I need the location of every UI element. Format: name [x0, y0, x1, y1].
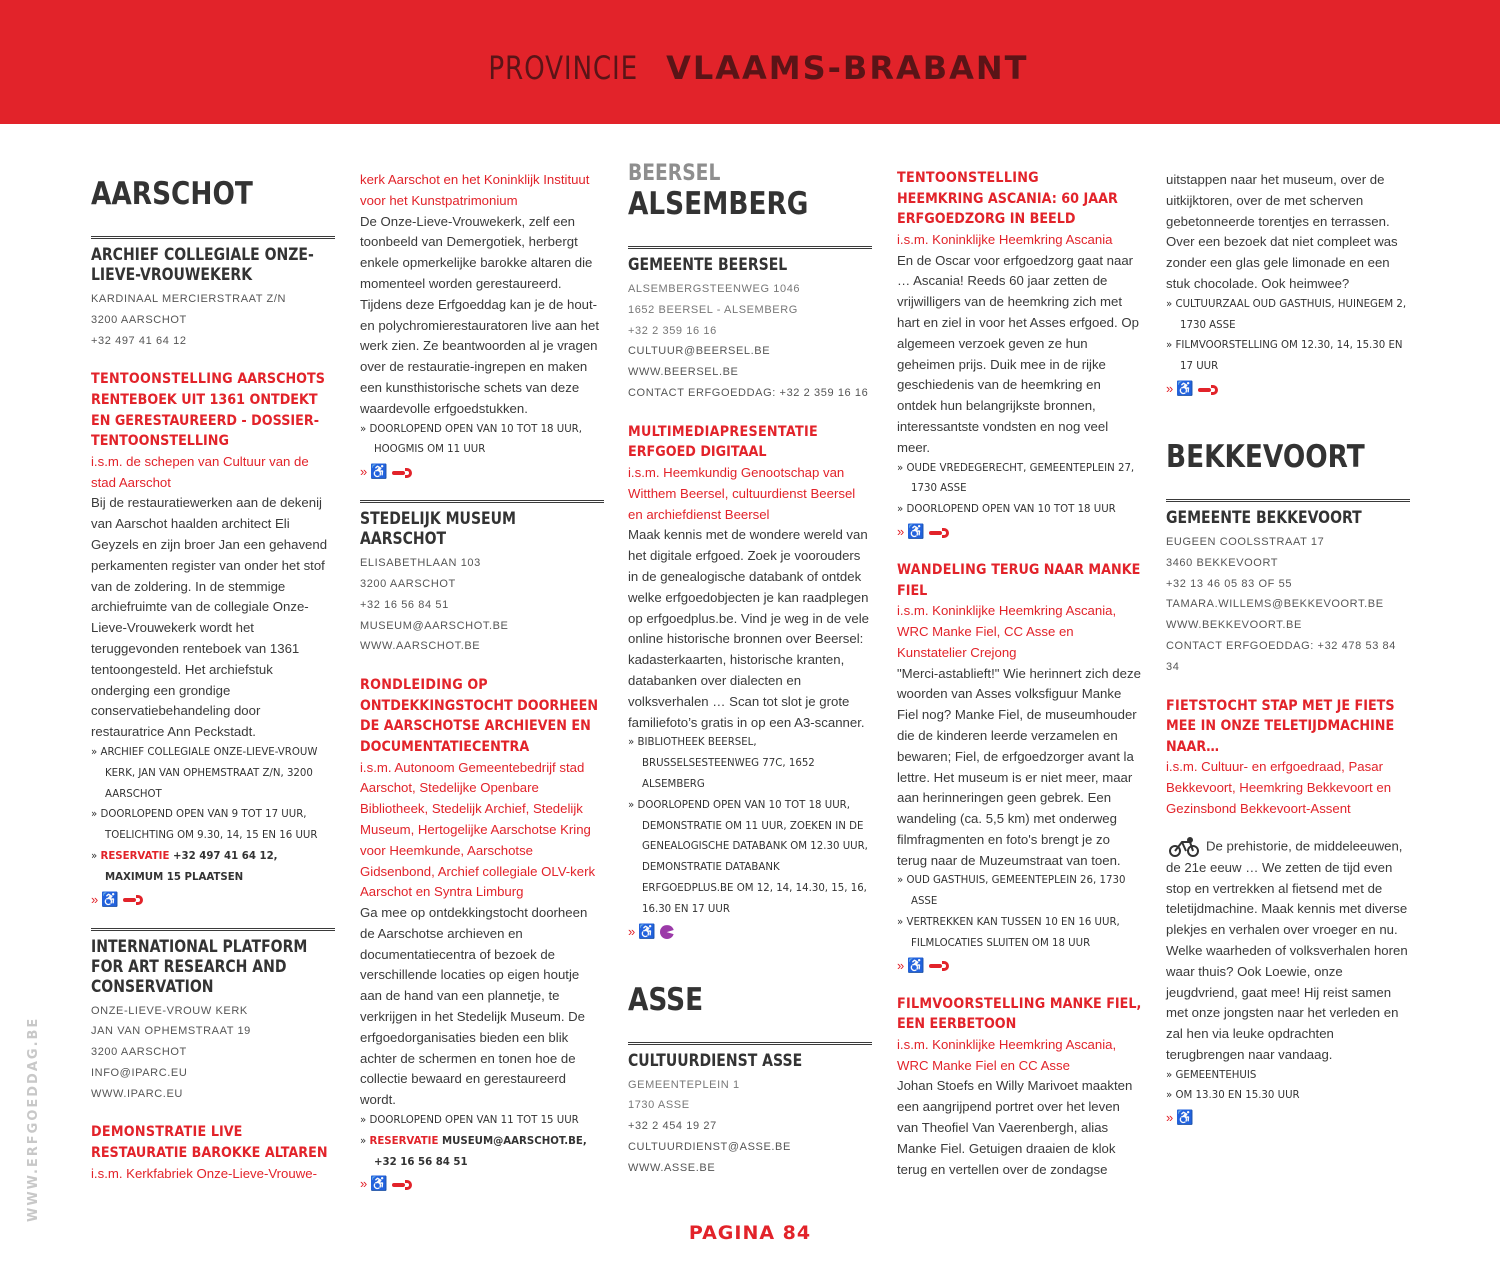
org-name: INTERNATIONAL PLATFORM FOR ART RESEARCH AND CONSERVATION — [91, 936, 308, 996]
website-line: WWW.IPARC.EU — [91, 1087, 183, 1100]
bullet-marker: » — [360, 1115, 367, 1127]
website-line: WWW.AARSCHOT.BE — [360, 640, 481, 653]
wheelchair-icon: ♿ — [101, 890, 119, 907]
event-block — [91, 1122, 335, 1184]
event-title — [897, 560, 1142, 601]
event-partner: i.s.m. Koninklijke Heemkring Ascania, WRC Manke Fiel, CC Asse en Kunstatelier Crejong — [897, 603, 1117, 660]
email-line: CULTUURDIENST@ASSE.BE — [628, 1140, 791, 1153]
website-side-text: WWW.ERFGOEDDAG.BE — [26, 1016, 41, 1222]
title-region: VLAAMS-BRABANT — [666, 49, 1029, 87]
province-banner — [0, 0, 1500, 124]
event-partner: i.s.m. Heemkundig Genootschap van Witthem Beersel, cultuurdienst Beersel en archiefdienst Beersel — [628, 464, 856, 522]
event-description: Maak kennis met de wondere wereld van het digitale erfgoed. Zoek je voorouders in de genealogische databank of ontdek welke erfgoedobjecten je kan raadplegen op erfgoedplus.be. Vind je weg in de vele online historische bronnen over Beersel: kadasterkaarten, historische kranten, databanken over dialecten en volksverhalen … Scan tot slot je grote familiefoto’s gratis in op een A3-scanner. — [628, 527, 869, 730]
email-line: INFO@IPARC.EU — [91, 1066, 188, 1079]
bullet-marker: » — [897, 917, 904, 929]
bullet-text: DOORLOPEND OPEN VAN 10 TOT 18 UUR — [906, 504, 1116, 516]
event-hours — [1166, 336, 1410, 378]
event-hours — [1166, 1086, 1410, 1107]
address-line: ALSEMBERGSTEENWEG 1046 — [628, 283, 801, 295]
bullet-text: VERTREKKEN KAN TUSSEN 10 EN 16 UUR, FILMLOCATIES SLUITEN OM 18 UUR — [906, 917, 1120, 949]
event-description: De Onze-Lieve-Vrouwekerk, zelf een toonbeeld van Demergotiek, herbergt enkele opmerkelijke barokke altaren die momenteel worden gerestaureerd. Tijdens deze Erfgoeddag kan je de hout- en polychromierestauratoren live aan het werk zien. Ze beantwoorden al je vragen over de restauratie-ingrepen en maken een kunsthistorische schets van deze waardevolle erfgoedstukken. — [360, 213, 599, 416]
title-province: PROVINCIE — [487, 49, 638, 87]
bullet-text: DOORLOPEND OPEN VAN 10 TOT 18 UUR, DEMONSTRATIE OM 11 UUR, ZOEKEN IN DE GENEALOGISCHE DATABANK OM 12.30 UUR, DEMONSTRATIE DATABANK ERFGOEDPLUS.BE OM 12, 14, 14.30, 15, 16, 16.30 EN 17 UUR — [637, 799, 868, 915]
event-icons — [91, 889, 335, 910]
bullet-marker: » — [628, 923, 636, 939]
event-reservation — [91, 847, 335, 889]
event-description: Johan Stoefs en Willy Marivoet maakten een aangrijpend portret over het leven van Theofiel Van Vaerenbergh, alias Manke Fiel. Getuigen draaien de klok terug en vertellen over de zondagse — [897, 1078, 1133, 1177]
address-line: GEMEENTEPLEIN 1 — [628, 1078, 740, 1091]
address-line: ELISABETHLAAN 103 — [360, 557, 481, 570]
bullet-marker: » — [91, 746, 98, 758]
address-line: ONZE-LIEVE-VROUW KERK — [91, 1004, 248, 1017]
event-location — [897, 459, 1141, 501]
event-title — [91, 369, 336, 451]
event-title — [897, 168, 1142, 230]
city-heading: ALSEMBERG — [628, 186, 809, 222]
event-kind: RONDLEIDING — [360, 677, 463, 694]
event-icons — [628, 921, 872, 942]
bullet-text: OUDE VREDEGERECHT, GEMEENTEPLEIN 27, 1730 ASSE — [906, 462, 1135, 495]
column-4 — [897, 168, 1141, 1180]
event-kind: TENTOONSTELLING — [91, 371, 233, 388]
bullet-marker: » — [360, 1176, 368, 1192]
phone-line: +32 2 454 19 27 — [628, 1120, 717, 1133]
event-title-text: LIVE RESTAURATIE BAROKKE ALTAREN — [91, 1124, 328, 1162]
email-line: MUSEUM@AARSCHOT.BE — [360, 619, 509, 632]
event-hours — [360, 1111, 604, 1132]
bullet-marker: » — [1166, 380, 1174, 396]
event-partner: kerk Aarschot en het Koninklijk Instituut voor het Kunstpatrimonium — [360, 172, 590, 208]
event-partner: i.s.m. Koninklijke Heemkring Ascania — [897, 231, 1113, 247]
bullet-marker: » — [91, 891, 99, 907]
wheelchair-icon: ♿ — [1176, 1109, 1194, 1126]
event-description: En de Oscar voor erfgoedzorg gaat naar … Ascania! Reeds 60 jaar zetten de vrijwilligers van de heemkring zich met hart en ziel in voor het Asses erfgoed. Op algemeen verzoek geven ze hun geheimen prijs. Duik mee in de rijke geschiedenis van de heemkring en ontdek hun belangrijkste bronnen, interessantste vondsten en nog veel meer. — [897, 252, 1139, 455]
event-title — [628, 422, 873, 463]
website-line: WWW.ASSE.BE — [628, 1161, 716, 1174]
city-heading: ASSE — [628, 981, 704, 1018]
address-line: 3200 AARSCHOT — [360, 577, 456, 590]
bullet-marker: » — [897, 462, 904, 474]
bullet-marker: » — [628, 737, 635, 749]
event-kind: FIETSTOCHT — [1166, 697, 1258, 714]
event-block — [628, 422, 872, 942]
address-line: 1730 ASSE — [628, 1099, 690, 1112]
event-block — [897, 994, 1141, 1181]
event-block — [360, 675, 604, 1194]
bullet-marker: » — [897, 523, 905, 539]
event-partner: i.s.m. Koninklijke Heemkring Ascania, WRC Manke Fiel en CC Asse — [897, 1036, 1117, 1073]
website-line: WWW.BEERSEL.BE — [628, 366, 739, 379]
bullet-marker: » — [91, 809, 98, 821]
address-line: 3460 BEKKEVOORT — [1166, 556, 1279, 569]
bullet-marker: » — [1166, 1069, 1173, 1081]
page-title — [472, 37, 1029, 87]
bike-icon — [1166, 836, 1202, 858]
reservation-label: RESERVATIE — [100, 850, 170, 862]
org-block — [628, 246, 872, 404]
bullet-text: DOORLOPEND OPEN VAN 11 TOT 15 UUR — [369, 1115, 579, 1127]
bullet-text: CULTUURZAAL OUD GASTHUIS, HUINEGEM 2, 1730 ASSE — [1175, 298, 1407, 331]
tool-icon — [392, 469, 412, 477]
bullet-marker: » — [360, 464, 368, 480]
event-title-text: ERFGOED DIGITAAL — [628, 444, 767, 461]
event-kind: MULTIMEDIAPRESENTATIE — [628, 423, 818, 440]
event-description — [1166, 836, 1410, 1066]
bullet-text: OUD GASTHUIS, GEMEENTEPLEIN 26, 1730 ASSE — [906, 875, 1126, 908]
bullet-marker: » — [360, 1135, 367, 1147]
website-line: WWW.BEKKEVOORT.BE — [1166, 619, 1302, 632]
org-name: STEDELIJK MUSEUM AARSCHOT — [360, 509, 516, 549]
event-title — [897, 994, 1142, 1035]
bullet-text: ARCHIEF COLLEGIALE ONZE-LIEVE-VROUW KERK, JAN VAN OPHEMSTRAAT Z/N, 3200 AARSCHOT — [100, 746, 318, 800]
event-icons — [897, 521, 1141, 542]
event-description: Ga mee op ontdekkingstocht doorheen de Aarschotse archieven en documentatiecentra of bezoek de verschillende locaties op eigen houtje aan de hand van een plannetje, te verkrijgen in het Stedelijk Museum. De erfgoedorganisaties bieden een blik achter de schermen en tonen hoe de collectie bewaard en gerestaureerd wordt. — [360, 905, 588, 1108]
event-description: uitstappen naar het museum, over de uitkijktoren, over de met scherven gebetonneerde torentjes en terrassen. Over een bezoek dat niet compleet was zonder een glas gele limonade en een stuk chocolade. Ook heimwee? — [1166, 172, 1398, 291]
event-location — [628, 733, 872, 795]
event-title — [1166, 696, 1411, 758]
event-title-text: TERUG NAAR MANKE FIEL — [897, 561, 1141, 599]
event-location — [1166, 295, 1410, 337]
bullet-marker: » — [360, 423, 367, 435]
wheelchair-icon: ♿ — [907, 522, 925, 539]
event-title-text: HEEMKRING ASCANIA: 60 JAAR ERFGOEDZORG IN BEELD — [897, 190, 1118, 228]
municipality-heading: BEERSEL — [628, 161, 721, 186]
event-icons — [1166, 1107, 1410, 1128]
tool-icon — [929, 529, 949, 537]
event-title — [91, 1122, 336, 1163]
description-text: De prehistorie, de middeleeuwen, de 21e eeuw … We zetten de tijd even stop en vertrekken al fietsend met de teletijdmachine. Maak kennis met diverse plekjes en verhalen over vroeger en nu. Welke waarheden of volksverhalen horen waar thuis? Ook Loewie, onze jeugdvriend, gaat mee! Hij reist samen met onze jongsten naar het verleden en zal hen via leuke opdrachten terugbrengen naar vandaag. — [1166, 838, 1408, 1062]
address-line: JAN VAN OPHEMSTRAAT 19 — [91, 1025, 251, 1038]
org-name: ARCHIEF COLLEGIALE ONZE-LIEVE-VROUWEKERK — [91, 245, 314, 284]
event-location — [1166, 1066, 1410, 1087]
bullet-marker: » — [897, 957, 905, 973]
event-kind: TENTOONSTELLING — [897, 170, 1039, 186]
bullet-text: DOORLOPEND OPEN VAN 10 TOT 18 UUR, HOOGMIS OM 11 UUR — [369, 423, 582, 456]
contact-line: CONTACT ERFGOEDDAG: +32 478 53 84 34 — [1166, 639, 1396, 673]
event-title — [360, 675, 605, 757]
tool-icon — [123, 896, 143, 904]
column-1 — [91, 168, 335, 1184]
address-line: 3200 AARSCHOT — [91, 1046, 187, 1059]
bullet-marker: » — [1166, 1110, 1174, 1126]
event-hours — [897, 500, 1141, 521]
event-hours — [360, 420, 604, 462]
event-icons — [360, 1173, 604, 1194]
phone-line: +32 497 41 64 12 — [91, 334, 187, 347]
bullet-marker: » — [91, 850, 98, 862]
bullet-text: BIBLIOTHEEK BEERSEL, BRUSSELSESTEENWEG 77C, 1652 ALSEMBERG — [637, 737, 815, 790]
event-icons — [360, 461, 604, 482]
bullet-text: FILMVOORSTELLING OM 12.30, 14, 15.30 EN 17 UUR — [1175, 340, 1403, 373]
phone-line: +32 16 56 84 51 — [360, 598, 449, 611]
bullet-text: OM 13.30 EN 15.30 UUR — [1175, 1090, 1300, 1102]
city-heading: AARSCHOT — [91, 176, 253, 212]
city-heading: BEKKEVOORT — [1166, 438, 1365, 475]
event-icons — [1166, 378, 1410, 399]
event-description: "Merci-astablieft!" Wie herinnert zich deze woorden van Asses volksfiguur Manke Fiel nog? Manke Fiel, de museumhouder die de kinderen leerde verzamelen en bewaren; Fiel, de erfgoedzorger avant la lettre. Het museum is er niet meer, maar aan herinneringen geen gebrek. Een wandeling (ca. 5,5 km) met onderweg filmfragmenten en foto's brengt je zo terug naar de Muzeumstraat van toen. — [897, 665, 1141, 868]
game-icon — [660, 925, 674, 939]
event-kind: FILMVOORSTELLING — [897, 995, 1046, 1012]
org-block — [91, 236, 335, 351]
event-hours — [91, 805, 335, 847]
org-block — [628, 1042, 872, 1179]
event-title-text: MANKE FIEL, EEN EERBETOON — [897, 995, 1142, 1033]
column-2 — [360, 170, 604, 1194]
wheelchair-icon: ♿ — [907, 956, 925, 973]
bullet-marker: » — [897, 504, 904, 516]
reservation-label: RESERVATIE — [369, 1135, 439, 1147]
address-line: 1652 BEERSEL - ALSEMBERG — [628, 303, 798, 316]
event-hours — [897, 913, 1141, 955]
address-line: 3200 AARSCHOT — [91, 313, 187, 326]
column-5 — [1166, 170, 1410, 1128]
org-name: GEMEENTE BEKKEVOORT — [1166, 507, 1362, 527]
bullet-marker: » — [1166, 298, 1173, 310]
event-block — [91, 369, 335, 909]
org-name: GEMEENTE BEERSEL — [628, 255, 788, 274]
event-title-text: STAP MET JE FIETS MEE IN ONZE TELETIJDMACHINE NAAR… — [1166, 697, 1395, 755]
phone-line: +32 2 359 16 16 — [628, 324, 717, 337]
tool-icon — [929, 962, 949, 970]
org-block — [1166, 499, 1410, 678]
bullet-marker: » — [1166, 340, 1173, 352]
reservation-text: MUSEUM@AARSCHOT.BE, +32 16 56 84 51 — [374, 1135, 587, 1168]
page-number: PAGINA 84 — [688, 1222, 812, 1244]
column-3 — [628, 162, 872, 1180]
bullet-marker: » — [628, 799, 635, 811]
event-partner: i.s.m. Cultuur- en erfgoedraad, Pasar Bekkevoort, Heemkring Bekkevoort en Gezinsbond Bekkevoort-Assent — [1166, 759, 1392, 816]
email-line: TAMARA.WILLEMS@BEKKEVOORT.BE — [1166, 598, 1384, 611]
email-line: CULTUUR@BEERSEL.BE — [628, 345, 771, 358]
event-kind: WANDELING — [897, 561, 987, 578]
wheelchair-icon: ♿ — [638, 922, 656, 939]
bullet-marker: » — [1166, 1090, 1173, 1102]
wheelchair-icon: ♿ — [370, 1175, 388, 1192]
event-title-text: AARSCHOTS RENTEBOEK UIT 1361 ONTDEKT EN GERESTAUREERD - DOSSIER-TENTOONSTELLING — [91, 371, 325, 450]
event-title-text: OP ONTDEKKINGSTOCHT DOORHEEN DE AARSCHOTSE ARCHIEVEN EN DOCUMENTATIECENTRA — [360, 677, 599, 755]
event-icons — [897, 955, 1141, 976]
event-block — [1166, 696, 1410, 1129]
org-name: CULTUURDIENST ASSE — [628, 1050, 803, 1070]
bullet-text: GEMEENTEHUIS — [1175, 1069, 1257, 1081]
address-line: EUGEEN COOLSSTRAAT 17 — [1166, 535, 1325, 548]
org-block — [91, 928, 335, 1105]
event-block — [897, 168, 1141, 542]
event-partner: i.s.m. Kerkfabriek Onze-Lieve-Vrouwe- — [91, 1165, 317, 1181]
event-hours — [628, 796, 872, 921]
event-partner: i.s.m. Autonoom Gemeentebedrijf stad Aarschot, Stedelijke Openbare Bibliotheek, Stedelijk Archief, Stedelijk Museum, Hertogelijke Aarschotse Kring voor Heemkunde, Aarschotse Gidsenbond, Archief collegiale OLV-kerk Aarschot en Syntra Limburg — [360, 759, 596, 900]
event-reservation — [360, 1132, 604, 1174]
org-block — [360, 500, 604, 657]
event-partner: i.s.m. de schepen van Cultuur van de stad Aarschot — [91, 453, 309, 490]
reservation-text: +32 497 41 64 12, MAXIMUM 15 PLAATSEN — [105, 850, 278, 883]
event-kind: DEMONSTRATIE — [91, 1124, 207, 1141]
tool-icon — [392, 1181, 412, 1189]
event-location — [897, 871, 1141, 913]
event-description: Bij de restauratiewerken aan de dekenij van Aarschot haalden architect Eli Geyzels en zijn broer Jan een gehavend perkamenten register van onder het stof van de zoldering. In de stemmige archiefruimte van de collegiale Onze-Lieve-Vrouwekerk wordt het teruggevonden renteboek van 1361 tentoongesteld. Het archiefstuk onderging een grondige conservatiebehandeling door restauratrice Ann Peckstadt. — [91, 495, 328, 740]
bullet-marker: » — [897, 875, 904, 887]
phone-line: +32 13 46 05 83 OF 55 — [1166, 577, 1293, 590]
contact-line: CONTACT ERFGOEDDAG: +32 2 359 16 16 — [628, 386, 869, 399]
tool-icon — [1198, 386, 1218, 394]
event-location — [91, 743, 335, 805]
event-block — [897, 560, 1141, 976]
wheelchair-icon: ♿ — [370, 463, 388, 480]
wheelchair-icon: ♿ — [1176, 379, 1194, 396]
bullet-text: DOORLOPEND OPEN VAN 9 TOT 17 UUR, TOELICHTING OM 9.30, 14, 15 EN 16 UUR — [100, 809, 318, 842]
address-line: KARDINAAL MERCIERSTRAAT Z/N — [91, 293, 287, 305]
